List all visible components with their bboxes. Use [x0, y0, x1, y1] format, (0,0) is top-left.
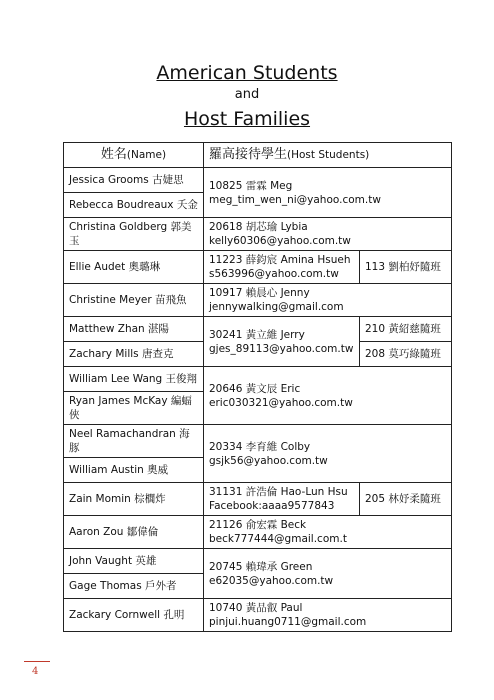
accompanying-note: 210 黃紹慈隨班 — [360, 317, 452, 342]
student-name: William Lee Wang 王俊翔 — [64, 367, 204, 392]
table-row — [64, 483, 452, 516]
page-number: 4 — [32, 666, 39, 677]
host-student: 11223 薛鈞宸 Amina Hsueh s563996@yahoo.com.tw — [204, 251, 360, 284]
student-name: Christina Goldberg 郭美玉 — [64, 218, 204, 251]
host-student: 10740 黃品叡 Paul pinjui.huang0711@gmail.com — [204, 599, 452, 632]
student-name: Gage Thomas 戶外者 — [64, 574, 204, 599]
student-name: Jessica Grooms 古婕思 — [64, 168, 204, 193]
accompanying-note: 205 林妤柔隨班 — [360, 483, 452, 516]
host-families-table — [63, 142, 452, 632]
student-name: Zain Momin 棕櫚炸 — [64, 483, 204, 516]
student-name: Zackary Cornwell 孔明 — [64, 599, 204, 632]
table-row — [64, 251, 452, 284]
accompanying-note: 208 莫巧綠隨班 — [360, 342, 452, 367]
student-name: Ryan James McKay 編蝠俠 — [64, 392, 204, 425]
table-row — [64, 516, 452, 549]
student-name: Zachary Mills 唐查克 — [64, 342, 204, 367]
page-title: American Students — [156, 62, 338, 84]
student-name: Matthew Zhan 湛陽 — [64, 317, 204, 342]
student-name: Christine Meyer 苗飛魚 — [64, 284, 204, 317]
table-row — [64, 599, 452, 632]
student-name: Rebecca Boudreaux 夭金 — [64, 193, 204, 218]
table-row — [64, 168, 452, 193]
name-column-header: 姓名(Name) — [64, 143, 204, 168]
host-student: 30241 黃立維 Jerry gjes_89113@yahoo.com.tw — [204, 317, 360, 367]
student-name: William Austin 奧威 — [64, 458, 204, 483]
host-student: 20646 黃文辰 Eric eric030321@yahoo.com.tw — [204, 367, 452, 425]
table-row — [64, 425, 452, 458]
host-student: 21126 俞宏霖 Beck beck777444@gmail.com.t — [204, 516, 452, 549]
student-name: Aaron Zou 鄒偉倫 — [64, 516, 204, 549]
host-student: 20618 胡芯瑜 Lybia kelly60306@yahoo.com.tw — [204, 218, 452, 251]
host-student: 10917 賴晨心 Jenny jennywalking@gmail.com — [204, 284, 452, 317]
student-name: John Vaught 英雄 — [64, 549, 204, 574]
table-row — [64, 284, 452, 317]
accompanying-note: 113 劉柏妤隨班 — [360, 251, 452, 284]
table-row — [64, 317, 452, 342]
page-number-rule — [24, 661, 50, 662]
table-row — [64, 218, 452, 251]
table-header-row — [64, 143, 452, 168]
host-student: 31131 許浩倫 Hao-Lun Hsu Facebook:aaaa9577843 — [204, 483, 360, 516]
page-subtitle: Host Families — [183, 108, 311, 130]
student-name: Neel Ramachandran 海豚 — [64, 425, 204, 458]
host-student: 20745 賴瑋承 Green e62035@yahoo.com.tw — [204, 549, 452, 599]
host-student: 10825 雷霖 Meg meg_tim_wen_ni@yahoo.com.tw — [204, 168, 452, 218]
host-column-header: 羅高接待學生(Host Students) — [204, 143, 452, 168]
host-student: 20334 李育維 Colby gsjk56@yahoo.com.tw — [204, 425, 452, 483]
table-row — [64, 549, 452, 574]
student-name: Ellie Audet 奧璐琳 — [64, 251, 204, 284]
table-row — [64, 367, 452, 392]
title-conjunction: and — [234, 87, 260, 102]
